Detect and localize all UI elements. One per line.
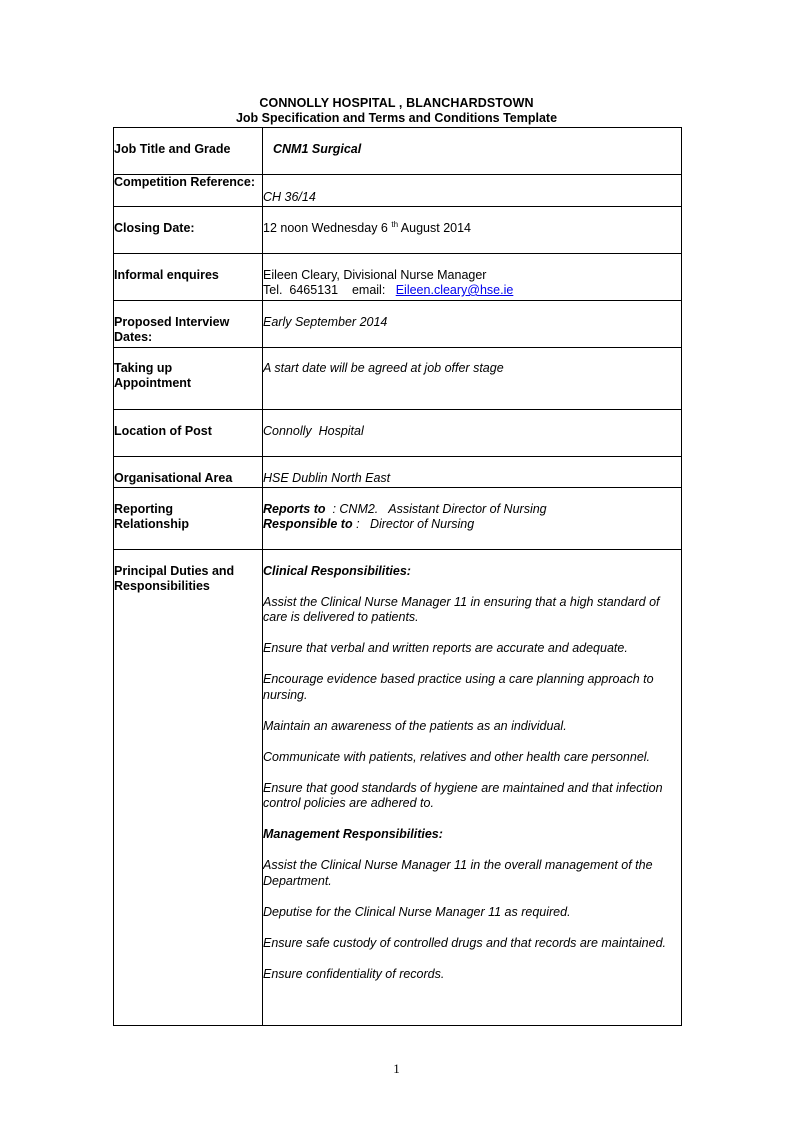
taking-up-value: A start date will be agreed at job offer stage <box>263 360 504 375</box>
enquires-contact: Eileen Cleary, Divisional Nurse Manager <box>263 267 487 282</box>
table-row <box>114 409 682 456</box>
list-item: Deputise for the Clinical Nurse Manager 11 as required. <box>263 904 571 919</box>
job-title-value: CNM1 Surgical <box>273 142 362 156</box>
job-title-label: Job Title and Grade <box>114 128 263 175</box>
reports-to-label: Reports to <box>263 501 326 516</box>
management-heading: Management Responsibilities: <box>263 827 443 841</box>
document-subtitle: Job Specification and Terms and Conditions Template <box>235 111 558 125</box>
table-row <box>114 456 682 487</box>
table-row <box>114 300 682 347</box>
competition-label: Competition Reference: <box>114 175 263 207</box>
location-label: Location of Post <box>114 409 263 456</box>
reporting-value <box>263 487 682 549</box>
responsible-to-label: Responsible to <box>263 517 353 531</box>
location-value: Connolly Hospital <box>263 423 364 438</box>
table-row <box>114 347 682 409</box>
org-area-label: Organisational Area <box>114 456 263 487</box>
list-item: Encourage evidence based practice using a care planning approach to nursing. <box>263 672 654 702</box>
competition-value: CH 36/14 <box>263 190 316 204</box>
enquires-value <box>263 253 682 300</box>
reports-to-value: : CNM2. Assistant Director of Nursing <box>325 501 547 516</box>
list-item: Ensure that verbal and written reports are accurate and adequate. <box>263 641 628 655</box>
closing-date-value: 12 noon Wednesday 6 $^{th}$ August 2014 <box>263 206 682 253</box>
clinical-heading: Clinical Responsibilities: <box>263 563 411 578</box>
list-item: Ensure safe custody of controlled drugs and that records are maintained. <box>263 935 667 950</box>
reporting-label: Reporting Relationship <box>114 487 263 549</box>
table-row <box>114 128 682 175</box>
document-title: CONNOLLY HOSPITAL , BLANCHARDSTOWN <box>259 96 534 110</box>
table-row <box>114 206 682 253</box>
table-row <box>114 487 682 549</box>
list-item: Assist the Clinical Nurse Manager 11 in the overall management of the Department. <box>263 858 653 888</box>
list-item: Communicate with patients, relatives and other health care personnel. <box>263 749 651 764</box>
duties-label: Principal Duties and Responsibilities <box>114 549 263 1025</box>
responsible-to-value: : Director of Nursing <box>352 517 475 531</box>
taking-up-label: Taking up Appointment <box>114 347 263 409</box>
job-spec-table <box>113 127 682 1026</box>
table-row <box>114 549 682 1025</box>
interview-value: Early September 2014 <box>263 314 388 329</box>
list-item: Assist the Clinical Nurse Manager 11 in ensuring that a high standard of care is delivered to patients. <box>263 594 660 624</box>
interview-label: Proposed Interview Dates: <box>114 300 263 347</box>
list-item: Maintain an awareness of the patients as an individual. <box>263 718 567 733</box>
org-area-value: HSE Dublin North East <box>263 470 391 485</box>
duties-value <box>263 549 682 1025</box>
list-item: Ensure that good standards of hygiene are maintained and that infection control policies are adhered to. <box>263 780 663 810</box>
table-row <box>114 175 682 207</box>
table-row <box>114 253 682 300</box>
enquires-label: Informal enquires <box>114 253 263 300</box>
enquires-tel: Tel. 6465131 email: <box>263 283 396 297</box>
page-number: 1 <box>393 1061 400 1076</box>
email-link[interactable]: Eileen.cleary@hse.ie <box>395 283 514 297</box>
closing-date-label: Closing Date: <box>114 206 263 253</box>
list-item: Ensure confidentiality of records. <box>263 966 445 981</box>
